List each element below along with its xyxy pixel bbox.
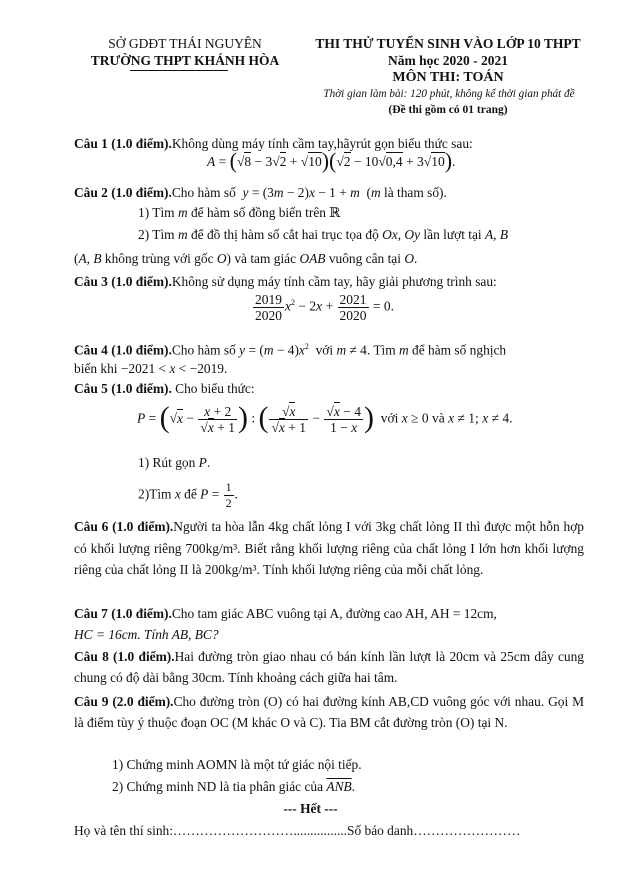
question-5: Câu 5 (1.0 điểm). Cho biểu thức: xyxy=(74,381,255,396)
candidate-info-line: Họ và tên thí sinh:………………………................Số báo danh…………………… xyxy=(74,823,521,838)
question-9: Câu 9 (2.0 điểm).Cho đường tròn (O) có hai đường kính AB,CD vuông góc với nhau. Gọi M là điểm tùy ý thuộc đoạn OC (M khác O và C). Tia BM cắt đường tròn (O) tại N. xyxy=(74,694,584,730)
q2-label: Câu 2 (1.0 điểm). xyxy=(74,185,172,200)
question-4: Câu 4 (1.0 điểm).Cho hàm số $y = (m - 4)x^2$ với m ≠ 4. Tìm m để hàm số nghịch biến khi −2021 < x < −2019. xyxy=(74,342,507,377)
question-2: Câu 2 (1.0 điểm).Cho hàm số y = (3m − 2)x − 1 + m (m là tham số). xyxy=(74,185,447,200)
school-department: SỞ GDĐT THÁI NGUYÊN xyxy=(108,36,262,51)
q9-part-1: 1) Chứng minh AOMN là một tứ giác nội tiếp. xyxy=(112,757,362,772)
q5-expression: P = (√x − $\frac{x + 2}{√x + 1}$ ) : ( $\frac{√x}{√x + 1}$ − $\frac{√x - 4}{1 - x}$ ) với x ≥ 0 và x ≠ 1; x ≠ 4. xyxy=(137,400,513,435)
q1-expression: A = (√8 − 3√2 + √10)(√2 − 10√0,4 + 3√10). xyxy=(207,147,456,173)
q5-part-1: 1) Rút gọn P. xyxy=(138,455,211,470)
header-underline xyxy=(130,70,228,71)
q3-label: Câu 3 (1.0 điểm). xyxy=(74,274,172,289)
question-8: Câu 8 (1.0 điểm).Hai đường tròn giao nhau có bán kính lần lượt là 20cm và 25cm dây cung chung có độ dài bằng 30cm. Tính khoảng cách giữa hai tâm. xyxy=(74,649,584,685)
exam-title: THI THỬ TUYỂN SINH VÀO LỚP 10 THPT xyxy=(315,36,581,51)
question-7: Câu 7 (1.0 điểm).Cho tam giác ABC vuông tại A, đường cao AH, AH = 12cm, xyxy=(74,606,497,621)
q6-label: Câu 6 (1.0 điểm). xyxy=(74,519,174,534)
subject: MÔN THI: TOÁN xyxy=(392,70,504,85)
q6-text: Người ta hòa lẫn 4kg chất lỏng I với 3kg chất lỏng II thì được một hỗn hợp có khối lượng riêng 700kg/m³. Biết rằng khối lượng riêng của chất lỏng I lớn hơn khối lượng riêng của chất lỏng II là 200kg/m³. Tính khối lượng riêng của mỗi chất lỏng. xyxy=(74,519,584,577)
q7-label: Câu 7 (1.0 điểm). xyxy=(74,606,172,621)
q9-label: Câu 9 (2.0 điểm). xyxy=(74,694,174,709)
school-year: Năm học 2020 - 2021 xyxy=(388,53,508,68)
q8-label: Câu 8 (1.0 điểm). xyxy=(74,649,175,664)
q3-equation: $\frac{2019}{2020}$ $x^2 - 2x$ + $\frac{2021}{2020}$ = 0. xyxy=(255,292,394,323)
q2-part-1: 1) Tìm m để hàm số đồng biến trên ℝ xyxy=(138,205,341,220)
q5-part-2: 2)Tìm x để P = $\frac{1}{2}$ . xyxy=(138,480,238,510)
q2-part-2: 2) Tìm m để đồ thị hàm số cắt hai trục tọa độ Ox, Oy lần lượt tại A, B xyxy=(138,227,509,242)
time-allowed: Thời gian làm bài: 120 phút, không kể thời gian phát đề xyxy=(323,88,575,100)
question-6 xyxy=(74,516,584,581)
question-7-cont: HC = 16cm. Tính AB, BC? xyxy=(74,627,219,642)
page-count: (Đề thi gồm có 01 trang) xyxy=(388,104,508,116)
q4-label: Câu 4 (1.0 điểm). xyxy=(74,342,172,358)
school-name: TRƯỜNG THPT KHÁNH HÒA xyxy=(90,53,280,68)
q5-label: Câu 5 (1.0 điểm). xyxy=(74,381,172,396)
q1-text: Không dùng máy tính cầm tay,hãyrút gọn biểu thức sau: xyxy=(171,136,473,151)
question-3: Câu 3 (1.0 điểm).Không sử dụng máy tính cầm tay, hãy giải phương trình sau: xyxy=(74,274,497,289)
end-marker: --- Hết --- xyxy=(283,801,338,816)
q1-label: Câu 1 (1.0 điểm). xyxy=(74,136,172,151)
q9-part-2: 2) Chứng minh ND là tia phân giác của $\overline{ANB}$. xyxy=(112,779,356,794)
q2-part-2-cont: (A, B không trùng với gốc O) và tam giác OAB vuông cân tại O. xyxy=(74,251,418,266)
